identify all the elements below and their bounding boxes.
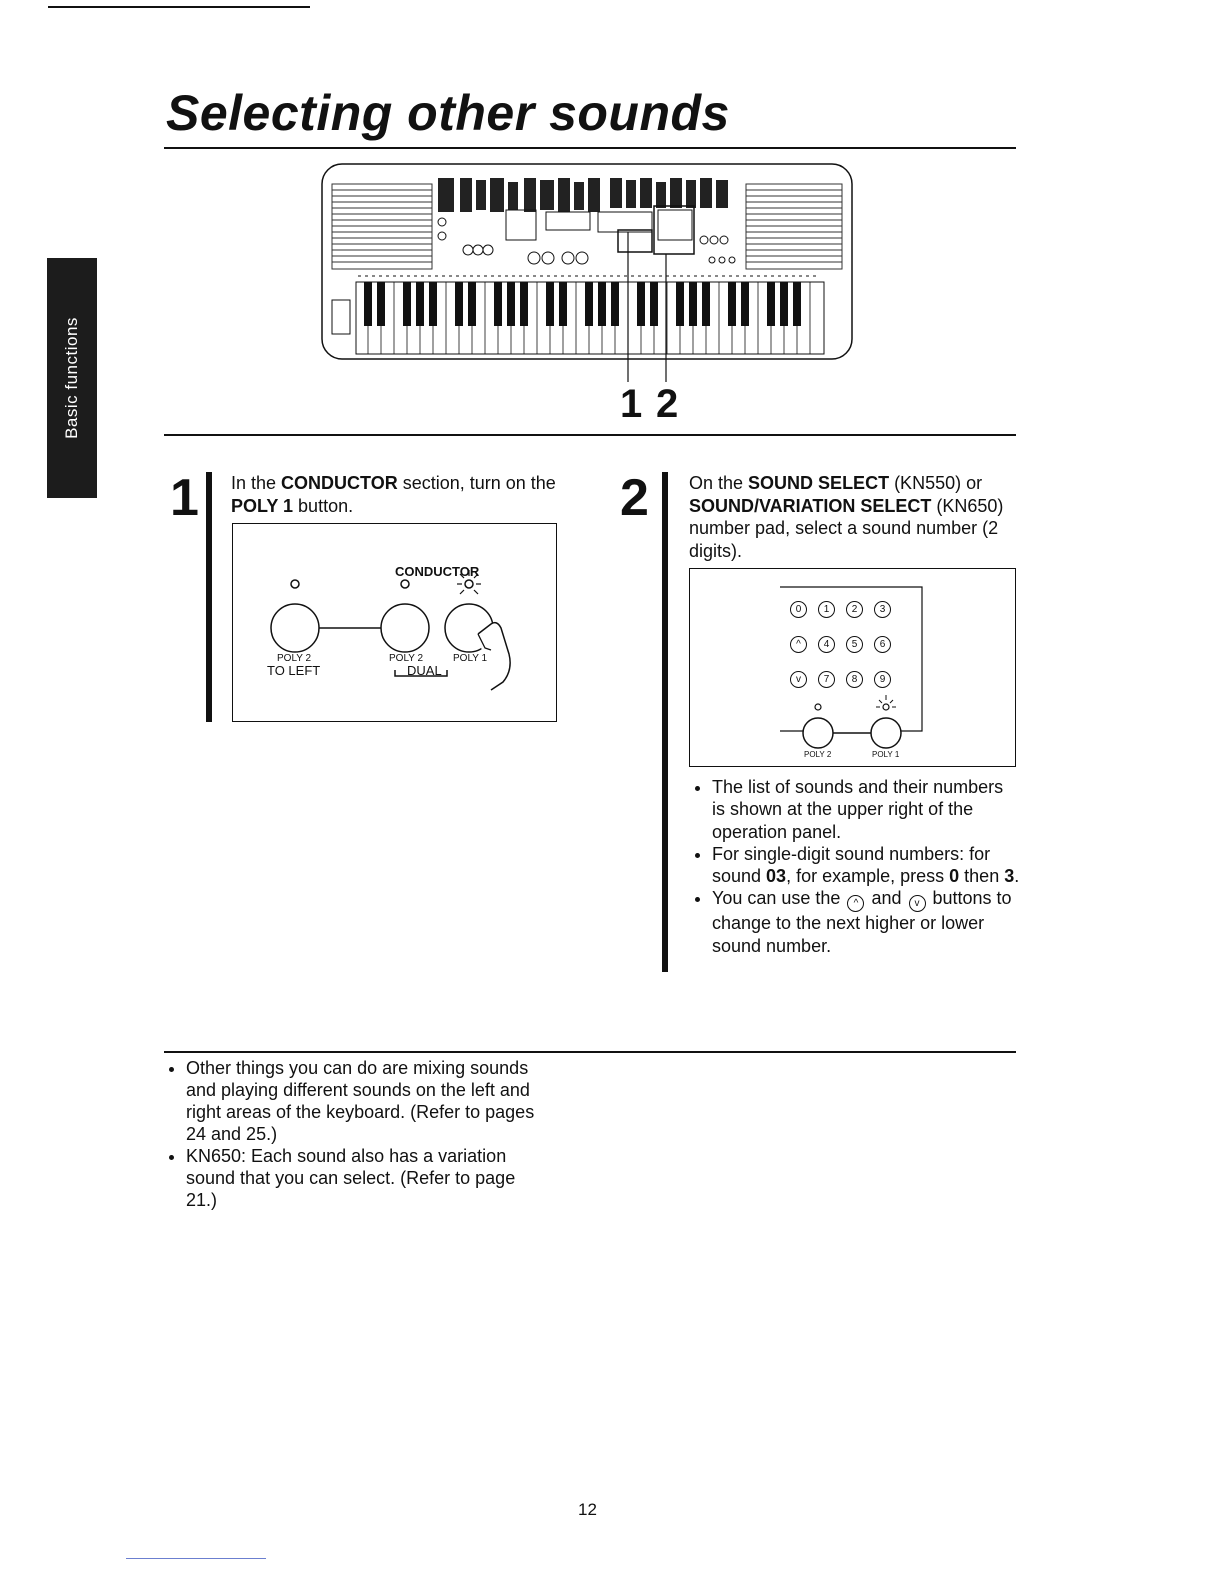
page-number: 12: [578, 1500, 597, 1519]
pad-row-2: [788, 636, 893, 653]
b3-pre: You can use the: [712, 888, 846, 909]
section-rule-top: [164, 434, 1016, 436]
step2-text-post: (KN650) number pad, select a sound number (2 digits).: [689, 495, 1004, 561]
key-4: 4: [818, 636, 835, 653]
step1-text-post: button.: [293, 495, 354, 516]
key-8: 8: [846, 671, 863, 688]
top-rule: [48, 6, 310, 8]
callout-number-2: 2: [656, 382, 679, 426]
b2-mid: , for example, press: [786, 866, 950, 887]
keyboard-illustration: [318, 160, 858, 430]
key-6: 6: [874, 636, 891, 653]
section-rule-bottom: [164, 1051, 1016, 1053]
pad-poly1-label: POLY 1: [872, 750, 900, 759]
step2-bullet-3: [712, 887, 1020, 957]
b3-post: buttons to change to the next higher or lower sound number.: [712, 888, 1012, 956]
step1-number: 1: [170, 469, 199, 527]
title-underline: [164, 147, 1016, 149]
note-2: • KN650: Each sound also has a variation sound that you can select. (Refer to page 21.): [186, 1145, 550, 1211]
b2-bold-0: 0: [949, 866, 960, 887]
step2-text-sound-select: SOUND SELECT: [748, 473, 890, 493]
notes: [164, 1057, 550, 1211]
conductor-diagram: [233, 524, 556, 721]
step2-bar: [662, 472, 668, 972]
dual-label: DUAL: [407, 663, 442, 678]
poly1-label: POLY 1: [453, 653, 488, 664]
poly2-left-label: POLY 2: [277, 653, 312, 664]
b2-bold-3: 3: [1004, 866, 1015, 887]
key-down: v: [790, 671, 807, 688]
step2-text: [689, 472, 1019, 562]
number-pad-figure: [689, 568, 1016, 767]
b2-bold-03: 03: [766, 866, 787, 887]
key-7: 7: [818, 671, 835, 688]
page-title: Selecting other sounds: [166, 85, 730, 141]
section-side-tab: [47, 258, 97, 498]
note-1: • Other things you can do are mixing sounds and playing different sounds on the left and right areas of the keyboard. (Refer to pages 24 and 25.): [186, 1057, 550, 1145]
step1-text-poly1: POLY 1: [231, 495, 294, 516]
key-1: 1: [818, 601, 835, 618]
number-pad-frame: [690, 569, 1015, 766]
step2-bullet-1: • The list of sounds and their numbers is shown at the upper right of the operation panel.: [712, 776, 1020, 843]
down-button-icon: v: [909, 895, 926, 912]
to-left-label: TO LEFT: [267, 663, 321, 678]
step2-bullet-2: [712, 843, 1020, 888]
step1-text-mid: section, turn on the: [397, 473, 556, 493]
step2-number: 2: [620, 469, 649, 527]
left-speaker: [332, 184, 432, 269]
right-speaker: [746, 184, 842, 269]
b2-pre: For single-digit sound numbers: for sound: [712, 843, 991, 887]
key-0: 0: [790, 601, 807, 618]
b3-mid: and: [866, 888, 907, 909]
key-up: ^: [790, 636, 807, 653]
b2-post: .: [1014, 866, 1020, 887]
pad-row-1: [788, 601, 893, 618]
step2-bullets: [690, 776, 1020, 957]
up-button-icon: ^: [847, 895, 864, 912]
key-3: 3: [874, 601, 891, 618]
pad-row-3: [788, 671, 893, 688]
bottom-rule: [126, 1558, 266, 1559]
poly2-label: POLY 2: [389, 653, 424, 664]
b2-mid2: then: [959, 866, 1005, 887]
callout-number-1: 1: [620, 382, 643, 426]
side-tab-label: Basic functions: [62, 317, 81, 439]
step1-text-conductor: CONDUCTOR: [281, 473, 398, 493]
key-5: 5: [846, 636, 863, 653]
step1-bar: [206, 472, 212, 722]
step2-text-mid: (KN550) or: [889, 473, 983, 493]
step2-text-variation-select: SOUND/VARIATION SELECT: [689, 495, 932, 516]
key-9: 9: [874, 671, 891, 688]
step1-text: [231, 472, 561, 517]
pad-poly2-label: POLY 2: [804, 750, 832, 759]
step2-text-pre: On the: [689, 473, 749, 493]
conductor-figure: [232, 523, 557, 722]
conductor-label: CONDUCTOR: [395, 564, 480, 579]
key-2: 2: [846, 601, 863, 618]
step1-text-pre: In the: [231, 473, 282, 493]
